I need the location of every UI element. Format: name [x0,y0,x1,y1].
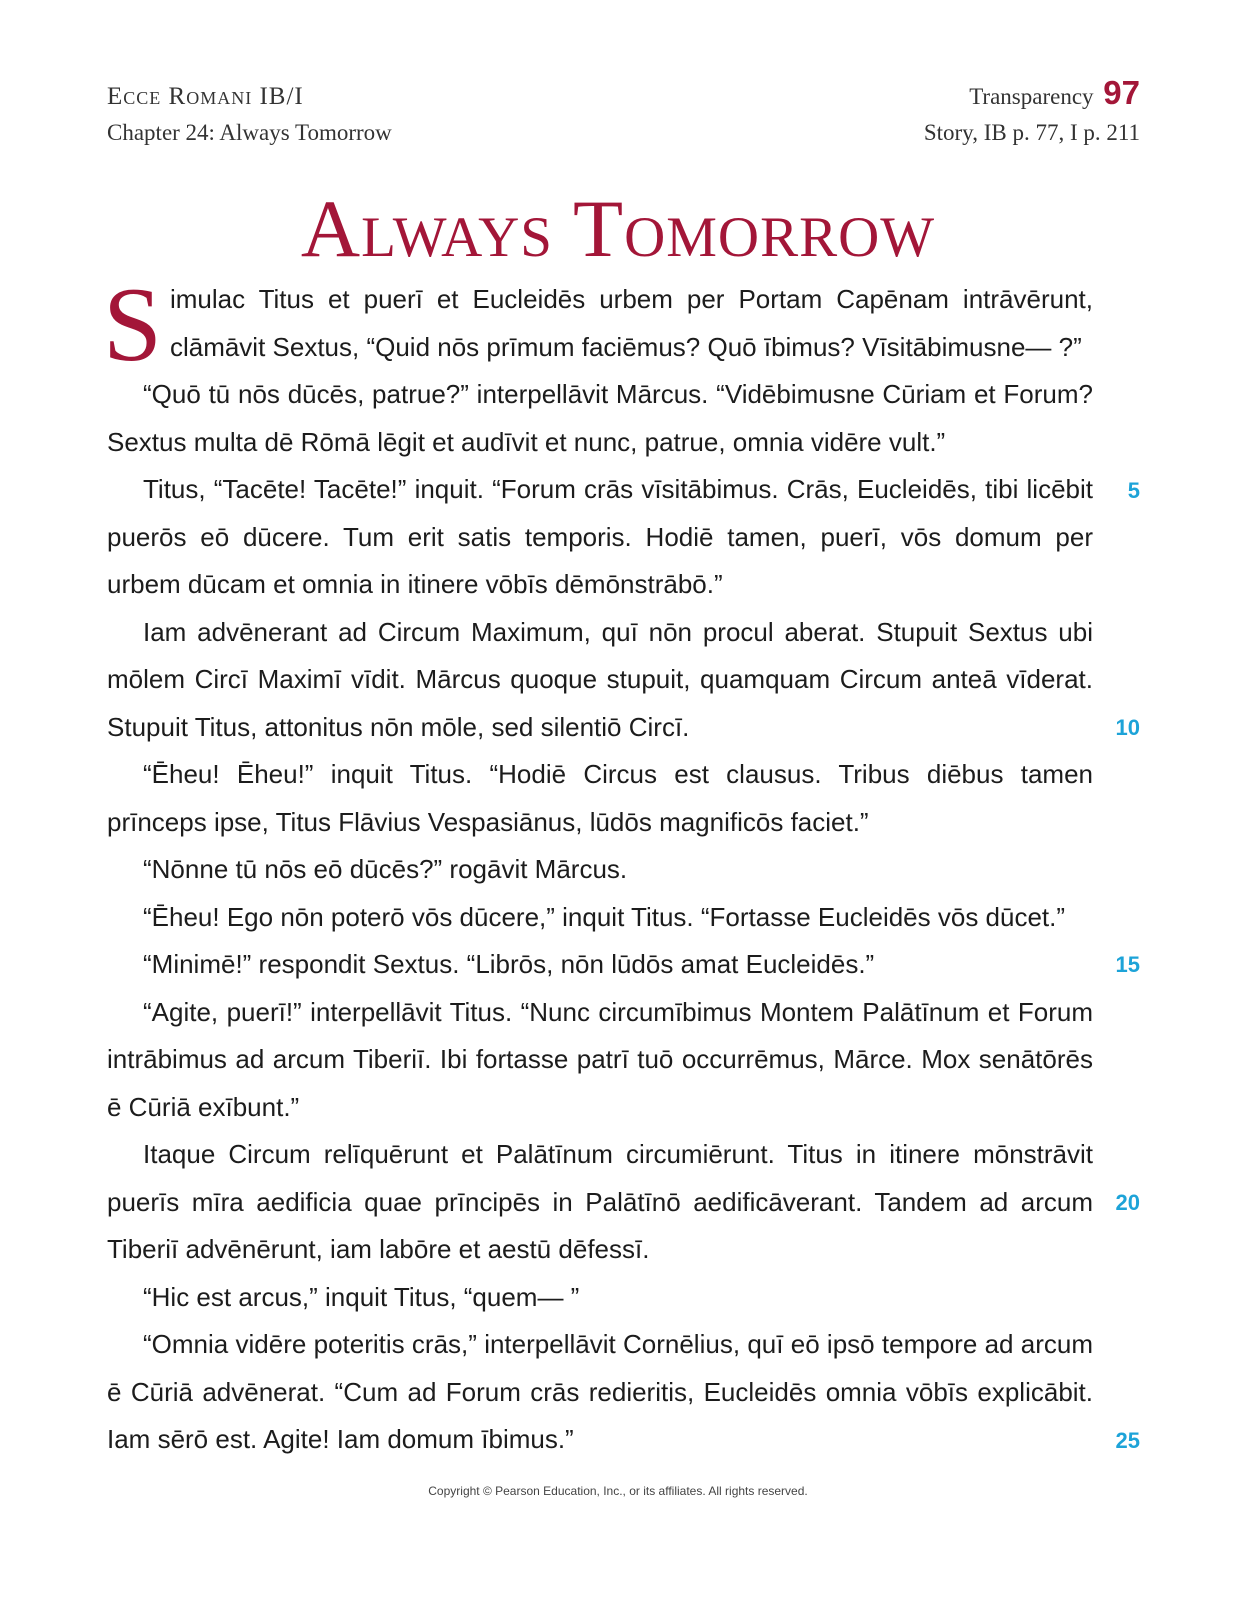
copyright-notice: Copyright © Pearson Education, Inc., or its affiliates. All rights reserved. [428,1484,808,1498]
story-paragraph [103,266,1093,383]
header-row-bottom [107,120,1140,146]
book-title: Ecce Romani IB/I [107,83,304,110]
header-row-top [107,74,1140,112]
story-paragraph: “Quō tū nōs dūcēs, patrue?” interpellāvit Mārcus. “Vidēbimusne Cūriam et Forum? Sextus multa dē Rōmā lēgit et audīvit et nunc, patrue, omnia vidēre vult.” [107,379,1093,457]
line-number-15: 15 [1115,952,1140,977]
paragraph-text: imulac Titus et puerī et Eucleidēs urbem per Portam Capēnam intrāvērunt, clāmāvit Sextus, “Quid nōs prīmum faciēmus? Quō ībimus? Vīsitābimusne— ?” [169,284,1093,362]
story-paragraph: “Ēheu! Ēheu!” inquit Titus. “Hodiē Circus est clausus. Tribus diēbus tamen prīnceps ipse, Titus Flāvius Vespasiānus, lūdōs magnificōs faciet.” [107,759,1093,837]
story-paragraph: “Minimē!” respondit Sextus. “Librōs, nōn lūdōs amat Eucleidēs.” [143,949,875,979]
story-paragraph: “Nōnne tū nōs eō dūcēs?” rogāvit Mārcus. [143,854,628,884]
line-number-10: 10 [1115,715,1140,740]
line-number-5: 5 [1127,478,1140,503]
story-paragraph: “Hic est arcus,” inquit Titus, “quem— ” [143,1281,580,1312]
story-text [103,266,1093,1464]
transparency-label-group [969,74,1140,112]
chapter-title: Chapter 24: Always Tomorrow [107,120,392,145]
line-number-20: 20 [1115,1190,1140,1215]
story-paragraph: “Ēheu! Ego nōn poterō vōs dūcere,” inquit Titus. “Fortasse Eucleidēs vōs dūcet.” [143,901,1066,932]
line-number-25: 25 [1115,1428,1140,1453]
drop-cap: S [103,266,162,383]
story-paragraph: Iam advēnerant ad Circum Maximum, quī nōn procul aberat. Stupuit Sextus ubi mōlem Circī Maximī vīdit. Mārcus quoque stupuit, quamquam Circum anteā vīderat. Stupuit Titus, attonitus nōn mōle, sed silentiō Circī. [107,616,1093,742]
page-title: Always Tomorrow [300,183,936,274]
page-header [107,74,1140,112]
transparency-label: Transparency [969,84,1094,109]
page-subheader [107,120,1140,146]
transparency-number: 97 [1103,74,1140,111]
story-paragraph: Itaque Circum relīquērunt et Palātīnum circumiērunt. Titus in itinere mōnstrāvit puerīs mīra aedificia quae prīncipēs in Palātīnō aedificāverant. Tandem ad arcum Tiberiī advēnērunt, iam labōre et aestū dēfessī. [107,1139,1093,1264]
story-paragraph: “Agite, puerī!” interpellāvit Titus. “Nunc circumībimus Montem Palātīnum et Forum intrābimus ad arcum Tiberiī. Ibi fortasse patrī tuō occurrēmus, Mārce. Mox senātōrēs ē Cūriā exībunt.” [107,996,1093,1122]
story-paragraph: “Omnia vidēre poteritis crās,” interpellāvit Cornēlius, quī eō ipsō tempore ad arcum ē Cūriā advēnerat. “Cum ad Forum crās redieritis, Eucleidēs omnia vōbīs explicābit. Iam sērō est. Agite! Iam domum ībimus.” [107,1329,1093,1454]
story-paragraph: Titus, “Tacēte! Tacēte!” inquit. “Forum crās vīsitābimus. Crās, Eucleidēs, tibi licēbit puerōs eō dūcere. Tum erit satis temporis. Hodiē tamen, puerī, vōs domum per urbem dūcam et omnia in itinere vōbīs dēmōnstrābō.” [107,474,1093,599]
story-reference: Story, IB p. 77, I p. 211 [923,120,1140,145]
